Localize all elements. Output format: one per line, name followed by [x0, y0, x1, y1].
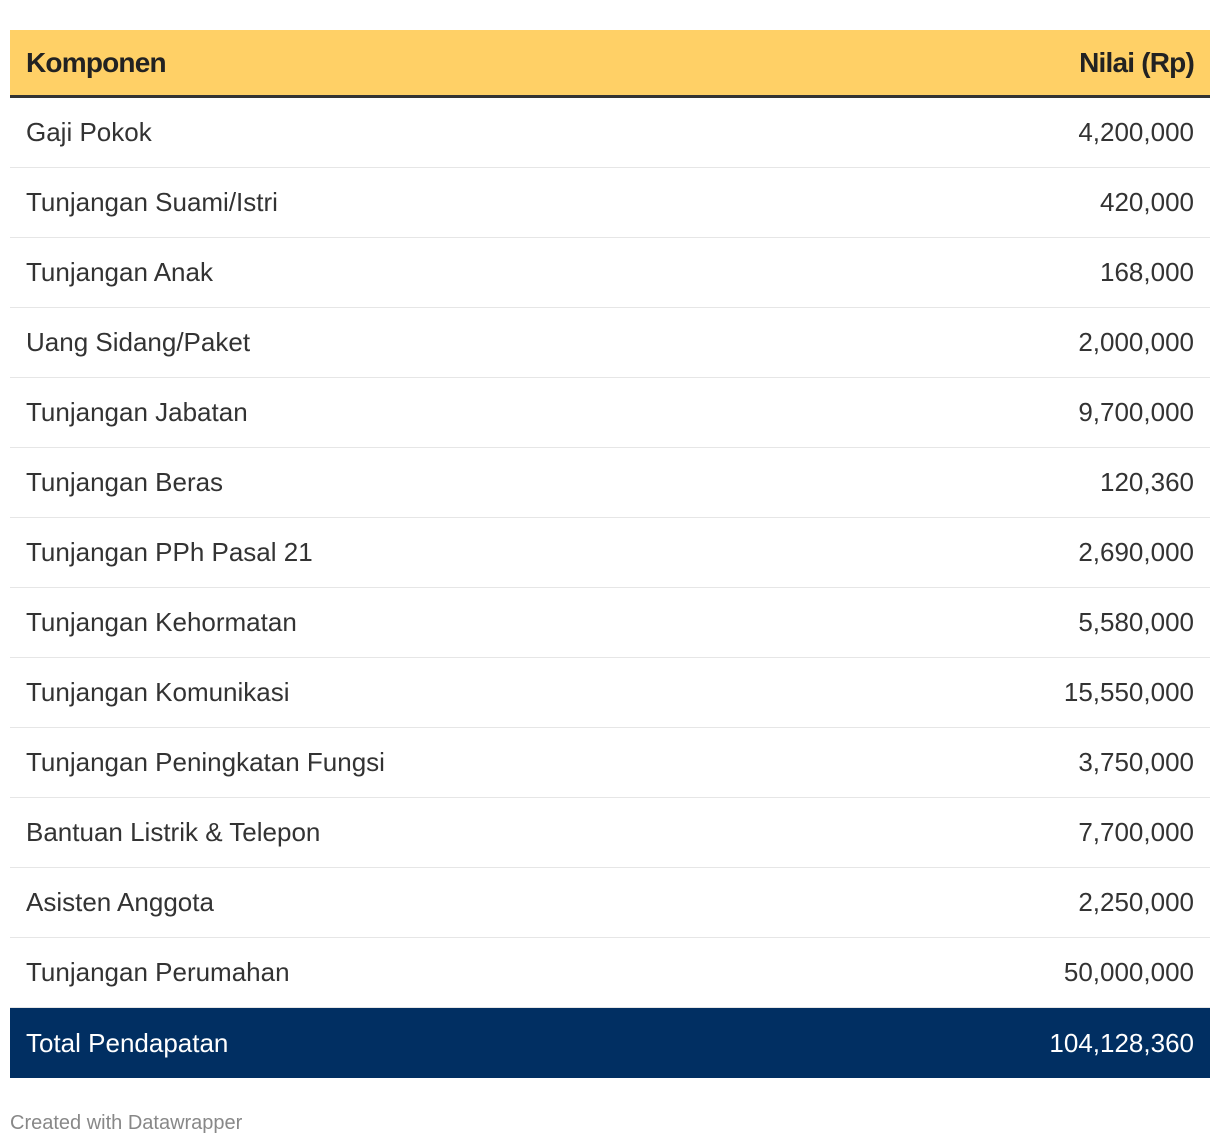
table-row — [10, 658, 1210, 728]
table-row — [10, 868, 1210, 938]
row-label: Asisten Anggota — [26, 887, 214, 917]
row-value: 2,250,000 — [1078, 887, 1194, 917]
row-value: 3,750,000 — [1078, 747, 1194, 777]
table-row — [10, 518, 1210, 588]
row-label: Tunjangan Komunikasi — [26, 677, 290, 707]
row-value: 7,700,000 — [1078, 817, 1194, 847]
table-row — [10, 588, 1210, 658]
row-value: 2,000,000 — [1078, 327, 1194, 357]
row-label: Tunjangan Beras — [26, 467, 224, 497]
row-value: 15,550,000 — [1063, 677, 1194, 707]
row-value: 4,200,000 — [1078, 117, 1194, 147]
table-header — [10, 30, 1210, 98]
row-label: Tunjangan Peningkatan Fungsi — [26, 747, 385, 777]
table-row — [10, 98, 1210, 168]
table-row — [10, 448, 1210, 518]
table-row — [10, 168, 1210, 238]
row-label: Tunjangan Suami/Istri — [26, 187, 278, 217]
total-label: Total Pendapatan — [26, 1027, 229, 1058]
table-row — [10, 728, 1210, 798]
row-value: 420,000 — [1100, 187, 1194, 217]
table-body — [10, 98, 1210, 1008]
row-label: Tunjangan Anak — [26, 257, 213, 287]
row-value: 120,360 — [1100, 467, 1194, 497]
row-label: Gaji Pokok — [26, 117, 152, 147]
row-value: 2,690,000 — [1078, 537, 1194, 567]
header-nilai: Nilai (Rp) — [1079, 46, 1194, 78]
table-row — [10, 238, 1210, 308]
table-row — [10, 378, 1210, 448]
salary-table — [10, 30, 1210, 1078]
row-label: Uang Sidang/Paket — [26, 327, 251, 357]
row-label: Bantuan Listrik & Telepon — [26, 817, 321, 847]
row-value: 9,700,000 — [1078, 397, 1194, 427]
row-value: 5,580,000 — [1078, 607, 1194, 637]
total-value: 104,128,360 — [1049, 1027, 1194, 1058]
table-row — [10, 798, 1210, 868]
row-value: 168,000 — [1100, 257, 1194, 287]
row-label: Tunjangan Perumahan — [26, 957, 290, 987]
table-row — [10, 308, 1210, 378]
row-label: Tunjangan Kehormatan — [26, 607, 297, 637]
header-komponen: Komponen — [26, 46, 166, 78]
row-label: Tunjangan Jabatan — [26, 397, 248, 427]
row-label: Tunjangan PPh Pasal 21 — [26, 537, 313, 567]
row-value: 50,000,000 — [1063, 957, 1194, 987]
total-row — [10, 1008, 1210, 1078]
table-row — [10, 938, 1210, 1008]
datawrapper-credit[interactable]: Created with Datawrapper — [10, 1112, 243, 1134]
